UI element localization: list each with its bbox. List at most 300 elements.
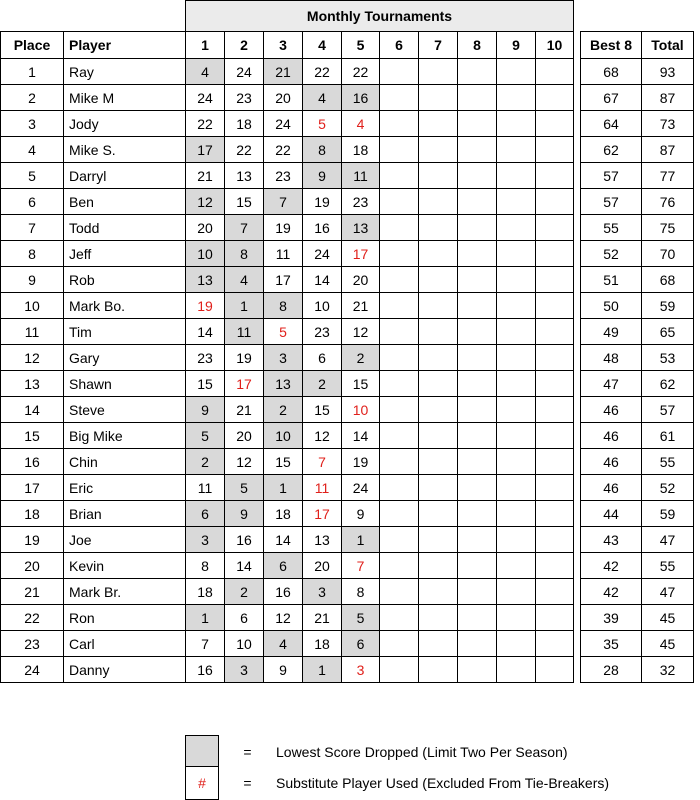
gap-cell (574, 423, 581, 449)
total-cell: 73 (642, 111, 694, 137)
score-cell: 9 (225, 501, 264, 527)
empty-score-cell (458, 137, 497, 163)
total-cell: 32 (642, 657, 694, 683)
place-cell: 9 (1, 267, 64, 293)
score-cell: 15 (342, 371, 380, 397)
score-cell: 18 (225, 111, 264, 137)
table-row (1, 111, 694, 137)
score-cell: 11 (303, 475, 342, 501)
place-cell: 17 (1, 475, 64, 501)
table-row (1, 293, 694, 319)
total-cell: 53 (642, 345, 694, 371)
score-cell: 23 (342, 189, 380, 215)
player-cell: Mike M (64, 85, 186, 111)
header-month-2: 2 (225, 32, 264, 59)
header-month-7: 7 (419, 32, 458, 59)
total-cell: 68 (642, 267, 694, 293)
best-8-cell: 46 (581, 397, 642, 423)
score-cell: 20 (186, 215, 225, 241)
place-cell: 6 (1, 189, 64, 215)
score-cell: 11 (342, 163, 380, 189)
empty-score-cell (419, 631, 458, 657)
header-month-4: 4 (303, 32, 342, 59)
empty-score-cell (536, 527, 574, 553)
table-row (1, 215, 694, 241)
score-cell: 4 (225, 267, 264, 293)
total-cell: 55 (642, 449, 694, 475)
table-row (1, 579, 694, 605)
empty-score-cell (458, 319, 497, 345)
player-cell: Mark Bo. (64, 293, 186, 319)
empty-score-cell (458, 189, 497, 215)
gap-cell (574, 189, 581, 215)
best-8-cell: 39 (581, 605, 642, 631)
empty-score-cell (536, 449, 574, 475)
score-cell: 12 (225, 449, 264, 475)
empty-score-cell (380, 137, 419, 163)
score-cell: 12 (264, 605, 303, 631)
score-cell: 10 (186, 241, 225, 267)
score-cell: 9 (303, 163, 342, 189)
empty-score-cell (458, 163, 497, 189)
empty-score-cell (419, 163, 458, 189)
empty-score-cell (497, 293, 536, 319)
empty-score-cell (419, 423, 458, 449)
player-cell: Mike S. (64, 137, 186, 163)
empty-score-cell (380, 605, 419, 631)
empty-score-cell (419, 371, 458, 397)
best-8-cell: 42 (581, 553, 642, 579)
empty-score-cell (497, 111, 536, 137)
empty-score-cell (380, 241, 419, 267)
score-cell: 3 (186, 527, 225, 553)
empty-score-cell (380, 371, 419, 397)
place-cell: 7 (1, 215, 64, 241)
score-cell: 13 (342, 215, 380, 241)
total-cell: 57 (642, 397, 694, 423)
score-cell: 8 (342, 579, 380, 605)
table-row (1, 137, 694, 163)
empty-score-cell (419, 657, 458, 683)
empty-score-cell (419, 501, 458, 527)
empty-score-cell (536, 111, 574, 137)
empty-score-cell (536, 267, 574, 293)
place-cell: 14 (1, 397, 64, 423)
header-player: Player (64, 32, 186, 59)
score-cell: 6 (303, 345, 342, 371)
gap-cell (574, 293, 581, 319)
player-cell: Mark Br. (64, 579, 186, 605)
player-cell: Rob (64, 267, 186, 293)
score-cell: 6 (342, 631, 380, 657)
empty-score-cell (497, 59, 536, 85)
empty-score-cell (497, 553, 536, 579)
score-cell: 14 (186, 319, 225, 345)
score-cell: 24 (264, 111, 303, 137)
score-cell: 5 (342, 605, 380, 631)
gap-cell (574, 215, 581, 241)
empty-score-cell (458, 553, 497, 579)
legend-equals: = (243, 744, 252, 760)
score-cell: 12 (303, 423, 342, 449)
empty-score-cell (419, 319, 458, 345)
empty-score-cell (380, 85, 419, 111)
empty-score-cell (536, 657, 574, 683)
empty-score-cell (458, 631, 497, 657)
empty-score-cell (536, 137, 574, 163)
header-total: Total (642, 32, 694, 59)
best-8-cell: 43 (581, 527, 642, 553)
score-cell: 10 (303, 293, 342, 319)
empty-score-cell (536, 397, 574, 423)
empty-score-cell (458, 241, 497, 267)
score-cell: 1 (303, 657, 342, 683)
place-cell: 22 (1, 605, 64, 631)
best-8-cell: 64 (581, 111, 642, 137)
score-cell: 21 (342, 293, 380, 319)
score-cell: 9 (186, 397, 225, 423)
score-cell: 13 (225, 163, 264, 189)
table-row (1, 319, 694, 345)
empty-score-cell (458, 85, 497, 111)
empty-score-cell (419, 59, 458, 85)
empty-score-cell (536, 553, 574, 579)
score-cell: 7 (225, 215, 264, 241)
best-8-cell: 57 (581, 163, 642, 189)
empty-score-cell (419, 241, 458, 267)
score-cell: 23 (303, 319, 342, 345)
empty-score-cell (497, 631, 536, 657)
empty-score-cell (419, 137, 458, 163)
best-8-cell: 42 (581, 579, 642, 605)
best-8-cell: 50 (581, 293, 642, 319)
header-month-1: 1 (186, 32, 225, 59)
gap-cell (574, 32, 581, 59)
table-row (1, 345, 694, 371)
player-cell: Big Mike (64, 423, 186, 449)
empty-score-cell (497, 501, 536, 527)
place-cell: 12 (1, 345, 64, 371)
place-cell: 16 (1, 449, 64, 475)
gap-cell (574, 501, 581, 527)
empty-score-cell (419, 293, 458, 319)
total-cell: 70 (642, 241, 694, 267)
place-cell: 24 (1, 657, 64, 683)
score-cell: 19 (264, 215, 303, 241)
header-month-6: 6 (380, 32, 419, 59)
empty-score-cell (497, 85, 536, 111)
score-cell: 22 (342, 59, 380, 85)
score-cell: 7 (303, 449, 342, 475)
empty-score-cell (380, 267, 419, 293)
score-cell: 2 (186, 449, 225, 475)
best-8-cell: 62 (581, 137, 642, 163)
empty-score-cell (380, 475, 419, 501)
column-header-row (1, 32, 694, 59)
table-row (1, 267, 694, 293)
header-month-8: 8 (458, 32, 497, 59)
empty-score-cell (419, 189, 458, 215)
empty-score-cell (380, 293, 419, 319)
table-row (1, 553, 694, 579)
table-row (1, 501, 694, 527)
score-cell: 21 (225, 397, 264, 423)
score-cell: 1 (186, 605, 225, 631)
score-cell: 13 (264, 371, 303, 397)
score-cell: 5 (264, 319, 303, 345)
table-row (1, 241, 694, 267)
place-cell: 1 (1, 59, 64, 85)
best-8-cell: 44 (581, 501, 642, 527)
score-cell: 24 (186, 85, 225, 111)
empty-score-cell (536, 293, 574, 319)
score-cell: 6 (225, 605, 264, 631)
player-cell: Brian (64, 501, 186, 527)
score-cell: 9 (342, 501, 380, 527)
score-cell: 20 (303, 553, 342, 579)
player-cell: Kevin (64, 553, 186, 579)
empty-score-cell (458, 267, 497, 293)
gap-cell (574, 345, 581, 371)
empty-score-cell (380, 59, 419, 85)
score-cell: 19 (303, 189, 342, 215)
score-cell: 19 (186, 293, 225, 319)
score-cell: 12 (186, 189, 225, 215)
header-month-3: 3 (264, 32, 303, 59)
best-8-cell: 57 (581, 189, 642, 215)
table-row (1, 605, 694, 631)
player-cell: Carl (64, 631, 186, 657)
score-cell: 16 (264, 579, 303, 605)
place-cell: 5 (1, 163, 64, 189)
empty-score-cell (458, 111, 497, 137)
empty-score-cell (458, 579, 497, 605)
empty-score-cell (536, 631, 574, 657)
best-8-cell: 46 (581, 475, 642, 501)
empty-score-cell (380, 319, 419, 345)
empty-score-cell (419, 579, 458, 605)
empty-score-cell (497, 449, 536, 475)
group-header-row (1, 1, 694, 32)
empty-score-cell (497, 423, 536, 449)
total-cell: 87 (642, 137, 694, 163)
score-cell: 21 (264, 59, 303, 85)
score-cell: 20 (225, 423, 264, 449)
empty-score-cell (458, 527, 497, 553)
place-cell: 11 (1, 319, 64, 345)
best-8-cell: 52 (581, 241, 642, 267)
gap-cell (574, 241, 581, 267)
score-cell: 8 (303, 137, 342, 163)
gap-cell (574, 605, 581, 631)
score-cell: 22 (186, 111, 225, 137)
best-8-cell: 46 (581, 423, 642, 449)
empty-score-cell (380, 397, 419, 423)
total-cell: 87 (642, 85, 694, 111)
legend-dropped-row (185, 735, 568, 769)
player-cell: Jeff (64, 241, 186, 267)
score-cell: 18 (303, 631, 342, 657)
score-cell: 3 (225, 657, 264, 683)
score-cell: 18 (186, 579, 225, 605)
empty-score-cell (380, 189, 419, 215)
empty-score-cell (419, 527, 458, 553)
score-cell: 17 (264, 267, 303, 293)
score-cell: 6 (264, 553, 303, 579)
empty-score-cell (458, 345, 497, 371)
best-8-cell: 67 (581, 85, 642, 111)
score-cell: 7 (342, 553, 380, 579)
place-cell: 15 (1, 423, 64, 449)
empty-score-cell (497, 579, 536, 605)
empty-score-cell (536, 215, 574, 241)
best-8-cell: 47 (581, 371, 642, 397)
player-cell: Shawn (64, 371, 186, 397)
gap-cell (574, 85, 581, 111)
empty-score-cell (380, 163, 419, 189)
score-cell: 14 (303, 267, 342, 293)
empty-score-cell (419, 85, 458, 111)
gap-cell (574, 163, 581, 189)
score-cell: 22 (225, 137, 264, 163)
empty-score-cell (536, 423, 574, 449)
score-cell: 14 (225, 553, 264, 579)
table-row (1, 163, 694, 189)
score-cell: 13 (186, 267, 225, 293)
score-cell: 23 (264, 163, 303, 189)
score-cell: 6 (186, 501, 225, 527)
best-8-cell: 49 (581, 319, 642, 345)
empty-score-cell (497, 137, 536, 163)
player-cell: Ray (64, 59, 186, 85)
empty-score-cell (497, 397, 536, 423)
empty-score-cell (497, 371, 536, 397)
header-best-8: Best 8 (581, 32, 642, 59)
empty-score-cell (380, 449, 419, 475)
total-cell: 59 (642, 293, 694, 319)
empty-score-cell (536, 241, 574, 267)
score-cell: 11 (225, 319, 264, 345)
table-row (1, 85, 694, 111)
score-cell: 18 (264, 501, 303, 527)
empty-score-cell (380, 631, 419, 657)
score-cell: 2 (303, 371, 342, 397)
best-8-cell: 48 (581, 345, 642, 371)
empty-score-cell (536, 579, 574, 605)
empty-score-cell (497, 189, 536, 215)
score-cell: 22 (303, 59, 342, 85)
total-cell: 62 (642, 371, 694, 397)
player-cell: Darryl (64, 163, 186, 189)
legend-equals: = (243, 775, 252, 791)
empty-score-cell (458, 423, 497, 449)
player-cell: Joe (64, 527, 186, 553)
legend-substitute-row (185, 766, 609, 800)
score-cell: 15 (303, 397, 342, 423)
score-cell: 8 (264, 293, 303, 319)
score-cell: 4 (303, 85, 342, 111)
score-cell: 14 (342, 423, 380, 449)
score-cell: 24 (342, 475, 380, 501)
place-cell: 10 (1, 293, 64, 319)
empty-score-cell (380, 527, 419, 553)
empty-score-cell (380, 579, 419, 605)
empty-score-cell (458, 293, 497, 319)
score-cell: 17 (186, 137, 225, 163)
score-cell: 17 (303, 501, 342, 527)
total-cell: 55 (642, 553, 694, 579)
place-cell: 19 (1, 527, 64, 553)
gap-cell (574, 553, 581, 579)
empty-score-cell (419, 345, 458, 371)
empty-score-cell (497, 267, 536, 293)
empty-score-cell (497, 605, 536, 631)
score-cell: 12 (342, 319, 380, 345)
place-cell: 21 (1, 579, 64, 605)
empty-score-cell (536, 345, 574, 371)
place-cell: 23 (1, 631, 64, 657)
best-8-cell: 46 (581, 449, 642, 475)
blank-cell (574, 1, 694, 32)
header-place: Place (1, 32, 64, 59)
empty-score-cell (458, 501, 497, 527)
score-cell: 18 (342, 137, 380, 163)
score-cell: 4 (264, 631, 303, 657)
empty-score-cell (380, 215, 419, 241)
blank-cell (1, 1, 186, 32)
score-cell: 15 (186, 371, 225, 397)
gap-cell (574, 579, 581, 605)
player-cell: Todd (64, 215, 186, 241)
legend-substitute-text: Substitute Player Used (Excluded From Tie-Breakers) (276, 775, 610, 791)
empty-score-cell (419, 267, 458, 293)
gap-cell (574, 137, 581, 163)
score-cell: 7 (264, 189, 303, 215)
gap-cell (574, 657, 581, 683)
score-cell: 11 (186, 475, 225, 501)
score-cell: 8 (186, 553, 225, 579)
header-month-10: 10 (536, 32, 574, 59)
total-cell: 52 (642, 475, 694, 501)
player-cell: Ron (64, 605, 186, 631)
place-cell: 13 (1, 371, 64, 397)
empty-score-cell (536, 59, 574, 85)
total-cell: 75 (642, 215, 694, 241)
score-cell: 1 (225, 293, 264, 319)
score-cell: 5 (225, 475, 264, 501)
place-cell: 8 (1, 241, 64, 267)
gap-cell (574, 319, 581, 345)
score-cell: 17 (342, 241, 380, 267)
score-cell: 10 (342, 397, 380, 423)
score-cell: 11 (264, 241, 303, 267)
empty-score-cell (380, 345, 419, 371)
empty-score-cell (380, 111, 419, 137)
empty-score-cell (536, 371, 574, 397)
empty-score-cell (458, 605, 497, 631)
substitute-swatch: # (185, 766, 219, 800)
table-row (1, 475, 694, 501)
score-cell: 24 (303, 241, 342, 267)
score-cell: 9 (264, 657, 303, 683)
empty-score-cell (419, 111, 458, 137)
player-cell: Steve (64, 397, 186, 423)
score-cell: 5 (186, 423, 225, 449)
player-cell: Danny (64, 657, 186, 683)
place-cell: 18 (1, 501, 64, 527)
empty-score-cell (419, 605, 458, 631)
empty-score-cell (458, 657, 497, 683)
